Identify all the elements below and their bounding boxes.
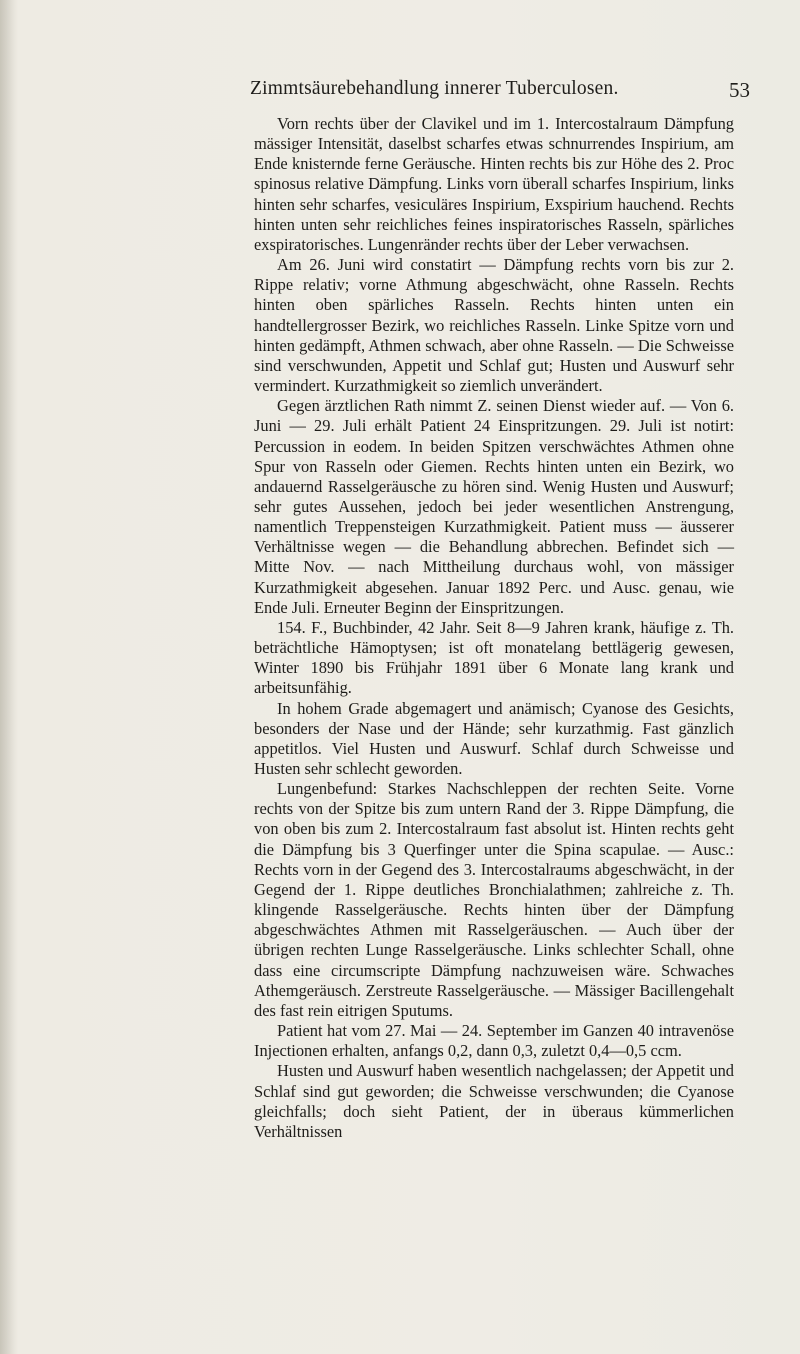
paragraph: Vorn rechts über der Clavikel und im 1. Intercostalraum Dämpfung mässiger Intensität, daselbst scharfes etwas schnurrendes Inspirium, am Ende knisternde ferne Geräusche. Hinten rechts bis zur Höhe des 2. Proc spinosus relative Dämpfung. Links vorn überall scharfes Inspirium, links hinten sehr scharfes, vesiculäres Inspirium, Exspirium hauchend. Rechts hinten unten sehr reichliches feines inspiratorisches Rasseln, spärliches exspiratorisches. Lungenränder rechts über der Leber verwachsen. — [254, 114, 734, 254]
paragraph: Patient hat vom 27. Mai — 24. September im Ganzen 40 intravenöse Injectionen erhalten, anfangs 0,2, dann 0,3, zuletzt 0,4—0,5 ccm. — [254, 1021, 734, 1061]
paragraph: Gegen ärztlichen Rath nimmt Z. seinen Dienst wieder auf. — Von 6. Juni — 29. Juli erhält Patient 24 Einspritzungen. 29. Juli ist notirt: Percussion in eodem. In beiden Spitzen verschwächtes Athmen ohne Spur von Rasseln oder Giemen. Rechts hinten unten ein Bezirk, wo andauernd Rasselgeräusche zu hören sind. Wenig Husten und Auswurf; sehr gutes Aussehen, jedoch bei jeder wesentlichen Anstrengung, namentlich Treppensteigen Kurzathmigkeit. Patient muss — äusserer Verhältnisse wegen — die Behandlung abbrechen. Befindet sich — Mitte Nov. — nach Mittheilung durchaus wohl, von mässiger Kurzathmigkeit abgesehen. Januar 1892 Perc. und Ausc. genau, wie Ende Juli. Erneuter Beginn der Einspritzungen. — [254, 396, 734, 617]
page-number: 53 — [729, 78, 750, 102]
paragraph: Am 26. Juni wird constatirt — Dämpfung rechts vorn bis zur 2. Rippe relativ; vorne Athmung abgeschwächt, ohne Rasseln. Rechts hinten oben spärliches Rasseln. Rechts hinten unten ein handtellergrosser Bezirk, wo reichliches Rasseln. Linke Spitze vorn und hinten gedämpft, Athmen schwach, aber ohne Rasseln. — Die Schweisse sind verschwunden, Appetit und Schlaf gut; Husten und Auswurf sehr vermindert. Kurzathmigkeit so ziemlich unverändert. — [254, 255, 734, 396]
body-text — [254, 114, 734, 1142]
paragraph: Husten und Auswurf haben wesentlich nachgelassen; der Appetit und Schlaf sind gut geworden; die Schweisse verschwunden; die Cyanose gleichfalls; doch sieht Patient, der in überaus kümmerlichen Verhältnissen — [254, 1061, 734, 1141]
paragraph: In hohem Grade abgemagert und anämisch; Cyanose des Gesichts, besonders der Nase und der Hände; sehr kurzathmig. Fast gänzlich appetitlos. Viel Husten und Auswurf. Schlaf durch Schweisse und Husten sehr schlecht geworden. — [254, 698, 734, 778]
paragraph: 154. F., Buchbinder, 42 Jahr. Seit 8—9 Jahren krank, häufige z. Th. beträchtliche Hämoptysen; ist oft monatelang bettlägerig gewesen, Winter 1890 bis Frühjahr 1891 über 6 Monate lang krank und arbeitsunfähig. — [254, 617, 734, 698]
page-edge-shadow — [0, 0, 18, 1354]
paragraph: Lungenbefund: Starkes Nachschleppen der rechten Seite. Vorne rechts von der Spitze bis zum untern Rand der 3. Rippe Dämpfung, die von oben bis zum 2. Intercostalraum fast absolut ist. Hinten rechts geht die Dämpfung bis 3 Querfinger unter die Spina scapulae. — Ausc.: Rechts vorn in der Gegend des 3. Intercostalraums abgeschwächt, in der Gegend der 1. Rippe deutliches Bronchialathmen; zahlreiche z. Th. klingende Rasselgeräusche. Rechts hinten über der Dämpfung abgeschwächtes Athmen mit Rasselgeräuschen. — Auch über der übrigen rechten Lunge Rasselgeräusche. Links schlechter Schall, ohne dass eine circumscripte Dämpfung nachzuweisen wäre. Schwaches Athemgeräusch. Zerstreute Rasselgeräusche. — Mässiger Bacillengehalt des fast rein eitrigen Sputums. — [254, 779, 734, 1020]
running-title: Zimmtsäurebehandlung innerer Tuberculosen. — [250, 78, 619, 99]
page-header — [250, 78, 750, 108]
